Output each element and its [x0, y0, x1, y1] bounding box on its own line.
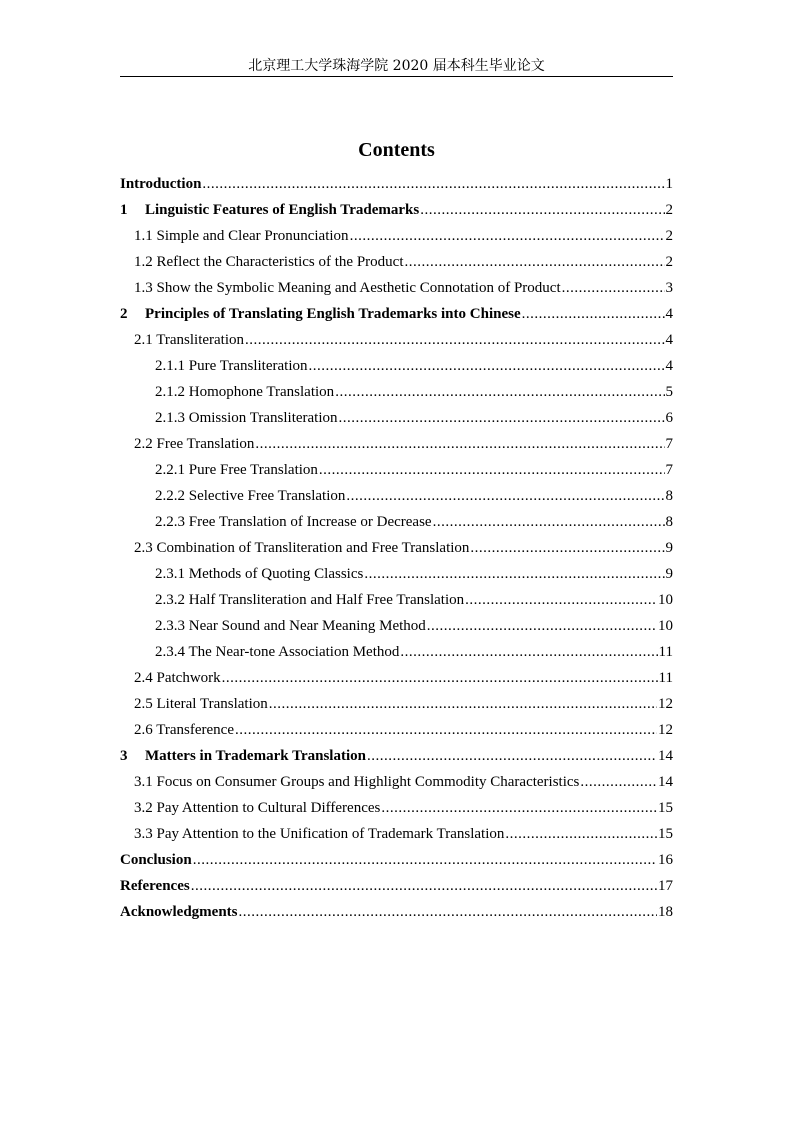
toc-dot-leader	[335, 379, 664, 405]
toc-entry[interactable]	[120, 249, 673, 275]
toc-entry-label: Principles of Translating English Trademarks into Chinese	[145, 306, 521, 322]
toc-dot-leader	[522, 301, 665, 327]
toc-dot-leader	[239, 899, 657, 925]
toc-entry[interactable]	[120, 197, 673, 223]
toc-entry[interactable]	[120, 899, 673, 925]
toc-entry-page-number: 2	[665, 228, 673, 244]
toc-entry-page-number: 2	[665, 202, 673, 218]
toc-entry-label: 2.4 Patchwork	[134, 670, 221, 686]
toc-entry-page-number: 8	[665, 488, 673, 504]
toc-entry-page-number: 9	[665, 540, 673, 556]
toc-entry[interactable]	[120, 743, 673, 769]
toc-entry-page-number: 4	[665, 306, 673, 322]
toc-entry-page-number: 4	[665, 332, 673, 348]
toc-dot-leader	[505, 821, 657, 847]
toc-entry[interactable]	[120, 379, 673, 405]
toc-dot-leader	[427, 613, 657, 639]
toc-entry-label: 2.1.1 Pure Transliteration	[155, 358, 308, 374]
toc-entry-page-number: 1	[665, 176, 673, 192]
toc-entry[interactable]	[120, 613, 673, 639]
toc-entry-number: 2	[120, 306, 128, 322]
toc-entry[interactable]	[120, 795, 673, 821]
toc-entry-label: Acknowledgments	[120, 904, 238, 920]
toc-entry-page-number: 3	[665, 280, 673, 296]
toc-entry-page-number: 10	[658, 592, 673, 608]
toc-entry-label: 3.2 Pay Attention to Cultural Differences	[134, 800, 381, 816]
toc-entry[interactable]	[120, 457, 673, 483]
toc-dot-leader	[191, 873, 657, 899]
toc-entry-number: 3	[120, 748, 128, 764]
running-header: 北京理工大学珠海学院 2020 届本科生毕业论文	[248, 58, 545, 74]
toc-entry[interactable]	[120, 561, 673, 587]
toc-dot-leader	[350, 223, 665, 249]
toc-entry-page-number: 7	[665, 436, 673, 452]
toc-dot-leader	[235, 717, 657, 743]
toc-entry[interactable]	[120, 223, 673, 249]
toc-entry-label: 2.1.2 Homophone Translation	[155, 384, 335, 400]
table-of-contents	[120, 171, 673, 925]
toc-entry-label: 2.3.4 The Near-tone Association Method	[155, 644, 400, 660]
toc-entry-page-number: 12	[658, 722, 673, 738]
toc-entry[interactable]	[120, 353, 673, 379]
toc-entry-page-number: 9	[665, 566, 673, 582]
toc-dot-leader	[193, 847, 657, 873]
toc-entry[interactable]	[120, 301, 673, 327]
toc-entry-label: Linguistic Features of English Trademarks	[145, 202, 420, 218]
toc-dot-leader	[309, 353, 665, 379]
toc-entry-label: 1.1 Simple and Clear Pronunciation	[134, 228, 349, 244]
toc-entry-label: 1.2 Reflect the Characteristics of the Product	[134, 254, 404, 270]
toc-entry-page-number: 15	[658, 826, 673, 842]
toc-entry[interactable]	[120, 769, 673, 795]
toc-dot-leader	[400, 639, 657, 665]
toc-entry-page-number: 14	[658, 774, 673, 790]
toc-dot-leader	[433, 509, 665, 535]
toc-dot-leader	[339, 405, 665, 431]
toc-dot-leader	[562, 275, 665, 301]
toc-entry-label: 2.5 Literal Translation	[134, 696, 268, 712]
toc-entry-label: Introduction	[120, 176, 202, 192]
toc-entry-page-number: 6	[665, 410, 673, 426]
toc-dot-leader	[245, 327, 664, 353]
toc-dot-leader	[420, 197, 664, 223]
toc-entry[interactable]	[120, 405, 673, 431]
toc-dot-leader	[405, 249, 665, 275]
toc-entry-label: 1.3 Show the Symbolic Meaning and Aesthetic Connotation of Product	[134, 280, 561, 296]
toc-entry[interactable]	[120, 639, 673, 665]
toc-entry-label: Matters in Trademark Translation	[145, 748, 366, 764]
toc-entry-label: 2.3 Combination of Transliteration and Free Translation	[134, 540, 470, 556]
toc-entry[interactable]	[120, 327, 673, 353]
toc-entry[interactable]	[120, 509, 673, 535]
toc-entry-page-number: 11	[658, 670, 673, 686]
toc-entry-label: 3.3 Pay Attention to the Unification of Trademark Translation	[134, 826, 505, 842]
page-title: Contents	[358, 139, 435, 161]
toc-entry[interactable]	[120, 847, 673, 873]
toc-entry-label: 2.2.1 Pure Free Translation	[155, 462, 318, 478]
toc-entry[interactable]	[120, 587, 673, 613]
toc-entry-page-number: 17	[658, 878, 673, 894]
toc-entry-label: 3.1 Focus on Consumer Groups and Highlight Commodity Characteristics	[134, 774, 580, 790]
toc-entry-page-number: 8	[665, 514, 673, 530]
toc-entry-page-number: 16	[658, 852, 673, 868]
toc-entry-page-number: 2	[665, 254, 673, 270]
toc-entry[interactable]	[120, 483, 673, 509]
toc-entry-label: 2.2 Free Translation	[134, 436, 255, 452]
toc-dot-leader	[346, 483, 664, 509]
toc-dot-leader	[255, 431, 664, 457]
toc-entry[interactable]	[120, 535, 673, 561]
toc-dot-leader	[202, 171, 664, 197]
toc-dot-leader	[381, 795, 657, 821]
toc-entry-label: 2.1.3 Omission Transliteration	[155, 410, 338, 426]
toc-entry-label: 2.3.1 Methods of Quoting Classics	[155, 566, 364, 582]
toc-entry-page-number: 10	[658, 618, 673, 634]
toc-dot-leader	[319, 457, 665, 483]
toc-entry-label: 2.2.3 Free Translation of Increase or Decrease	[155, 514, 432, 530]
toc-entry-label: Conclusion	[120, 852, 192, 868]
toc-dot-leader	[580, 769, 657, 795]
toc-entry[interactable]	[120, 717, 673, 743]
toc-entry-page-number: 12	[658, 696, 673, 712]
toc-entry-number: 1	[120, 202, 128, 218]
header-rule	[120, 76, 673, 77]
toc-dot-leader	[222, 665, 658, 691]
toc-entry-page-number: 15	[658, 800, 673, 816]
toc-entry-label: References	[120, 878, 190, 894]
toc-dot-leader	[465, 587, 657, 613]
toc-dot-leader	[364, 561, 664, 587]
toc-entry-page-number: 7	[665, 462, 673, 478]
toc-entry-label: 2.1 Transliteration	[134, 332, 245, 348]
toc-entry[interactable]	[120, 821, 673, 847]
toc-entry-label: 2.6 Transference	[134, 722, 234, 738]
toc-entry[interactable]	[120, 691, 673, 717]
toc-entry-page-number: 11	[658, 644, 673, 660]
toc-entry[interactable]	[120, 275, 673, 301]
toc-entry-page-number: 18	[658, 904, 673, 920]
toc-dot-leader	[470, 535, 664, 561]
toc-entry[interactable]	[120, 431, 673, 457]
toc-entry-page-number: 4	[665, 358, 673, 374]
toc-entry[interactable]	[120, 171, 673, 197]
toc-entry-label: 2.3.2 Half Transliteration and Half Free Translation	[155, 592, 465, 608]
toc-entry-page-number: 14	[658, 748, 673, 764]
toc-entry-label: 2.2.2 Selective Free Translation	[155, 488, 346, 504]
toc-entry[interactable]	[120, 873, 673, 899]
toc-entry-label: 2.3.3 Near Sound and Near Meaning Method	[155, 618, 426, 634]
toc-dot-leader	[269, 691, 657, 717]
toc-entry-page-number: 5	[665, 384, 673, 400]
toc-entry[interactable]	[120, 665, 673, 691]
toc-dot-leader	[367, 743, 657, 769]
